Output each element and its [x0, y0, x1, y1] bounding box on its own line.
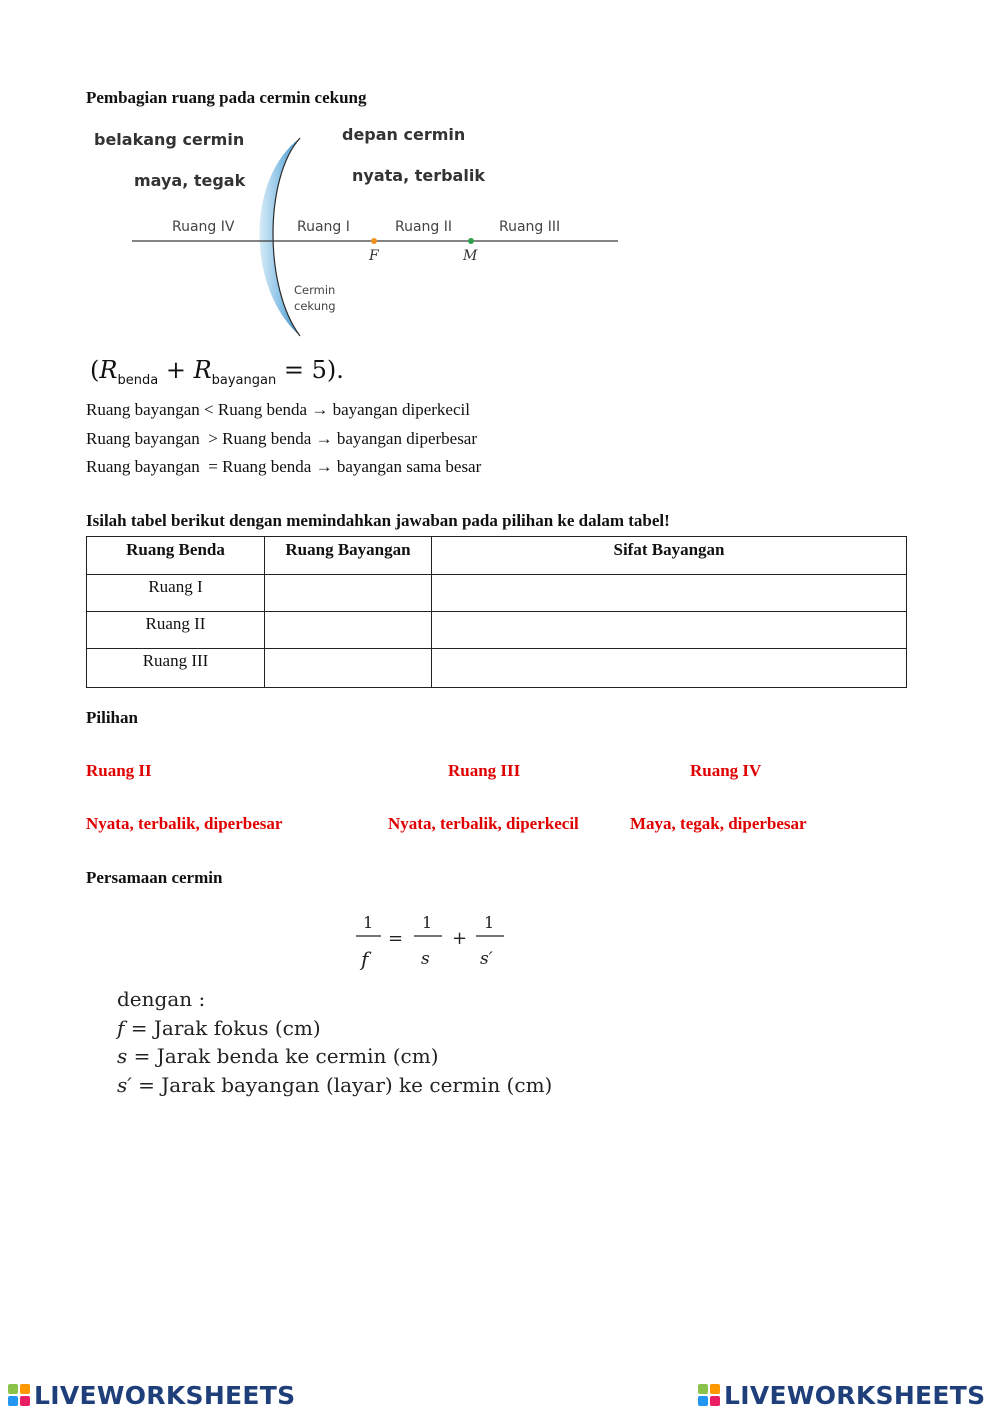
drop-cell-sifat-bayangan[interactable] — [432, 649, 907, 688]
choice-ruang-iv[interactable]: Ruang IV — [690, 761, 762, 780]
r-symbol-2: R — [193, 356, 212, 384]
rule-line: Ruang bayangan > Ruang benda → bayangan diperbesar — [86, 429, 478, 448]
header-ruang-benda: Ruang Benda — [87, 537, 265, 575]
instruction-text: Isilah tabel berikut dengan memindahkan jawaban pada pilihan ke dalam tabel! — [86, 511, 670, 530]
symbol-f: f — [117, 1015, 125, 1040]
persamaan-title: Persamaan cermin — [86, 868, 223, 887]
answer-table — [86, 536, 907, 688]
plus-sign-eq: + — [452, 928, 468, 949]
choice-ruang-iii[interactable]: Ruang III — [448, 761, 521, 780]
cell-ruang-benda: Ruang III — [87, 649, 265, 688]
choice-maya-tegak-diperbesar[interactable]: Maya, tegak, diperbesar — [630, 814, 807, 833]
definition-s-prime: = Jarak bayangan (layar) ke cermin (cm) — [138, 1072, 553, 1097]
r-symbol: R — [99, 356, 118, 384]
drop-cell-ruang-bayangan[interactable] — [265, 575, 432, 612]
definition-s: = Jarak benda ke cermin (cm) — [133, 1044, 439, 1068]
formula-tail: = 5). — [283, 356, 344, 384]
center-point — [468, 238, 474, 244]
denominator-f: f — [361, 947, 369, 971]
choice-nyata-terbalik-diperbesar[interactable]: Nyata, terbalik, diperbesar — [86, 814, 283, 833]
cell-ruang-benda: Ruang II — [87, 612, 265, 649]
subscript-benda: benda — [117, 372, 159, 388]
mirror-equation — [350, 908, 510, 974]
symbol-s-prime: s′ — [117, 1072, 132, 1097]
region-sum-formula: $(R_{benda} + R_{bayangan} = 5)$. — [90, 356, 344, 388]
denominator-s: s — [421, 949, 430, 969]
symbol-s: s — [117, 1044, 128, 1068]
choice-nyata-terbalik-diperkecil[interactable]: Nyata, terbalik, diperkecil — [388, 814, 579, 833]
region-label-ii: Ruang II — [395, 219, 453, 235]
table-header-row — [87, 537, 907, 575]
mirror-label-line2: cekung — [294, 299, 336, 313]
drop-cell-sifat-bayangan[interactable] — [432, 575, 907, 612]
subscript-bayangan: bayangan — [211, 372, 277, 388]
table-row — [87, 649, 907, 688]
table-row — [87, 612, 907, 649]
definition-f: = Jarak fokus (cm) — [130, 1015, 321, 1040]
section-heading: Pembagian ruang pada cermin cekung — [86, 88, 367, 107]
front-mirror-label: depan cermin — [342, 125, 466, 144]
region-label-i: Ruang I — [297, 219, 350, 235]
center-point-label: M — [463, 248, 478, 264]
brand-name: LIVEWORKSHEETS — [34, 1380, 296, 1410]
pilihan-title: Pilihan — [86, 708, 138, 727]
drop-cell-ruang-bayangan[interactable] — [265, 612, 432, 649]
liveworksheets-logo-left — [8, 1380, 295, 1410]
numerator-3: 1 — [484, 913, 495, 932]
header-ruang-bayangan: Ruang Bayangan — [265, 537, 432, 575]
region-label-iv: Ruang IV — [172, 219, 235, 235]
denominator-s-prime: s′ — [480, 949, 493, 969]
choice-ruang-ii[interactable]: Ruang II — [86, 761, 152, 780]
behind-mirror-label: belakang cermin — [94, 130, 245, 149]
rule-line: Ruang bayangan = Ruang benda → bayangan sama besar — [86, 457, 482, 476]
numerator-2: 1 — [422, 913, 433, 932]
focus-point-label: F — [369, 248, 379, 264]
mirror-label-line1: Cermin — [294, 283, 336, 297]
header-sifat-bayangan: Sifat Bayangan — [432, 537, 907, 575]
concave-mirror-diagram — [86, 118, 626, 348]
focus-point — [371, 238, 377, 244]
drop-cell-ruang-bayangan[interactable] — [265, 649, 432, 688]
region-label-iii: Ruang III — [499, 219, 561, 235]
plus-sign: + — [165, 356, 186, 384]
rule-line: Ruang bayangan < Ruang benda → bayangan diperkecil — [86, 400, 470, 419]
numerator-1: 1 — [363, 913, 374, 932]
logo-grid-icon — [8, 1384, 30, 1406]
logo-grid-icon — [698, 1384, 720, 1406]
brand-name: LIVEWORKSHEETS — [724, 1380, 986, 1410]
definitions-intro: dengan : — [117, 987, 206, 1011]
definitions-block — [117, 985, 552, 1099]
front-image-label: nyata, terbalik — [352, 166, 485, 185]
behind-image-label: maya, tegak — [134, 171, 246, 190]
table-row — [87, 575, 907, 612]
liveworksheets-logo-right — [698, 1380, 985, 1410]
drop-cell-sifat-bayangan[interactable] — [432, 612, 907, 649]
equals-sign: = — [388, 928, 404, 949]
cell-ruang-benda: Ruang I — [87, 575, 265, 612]
